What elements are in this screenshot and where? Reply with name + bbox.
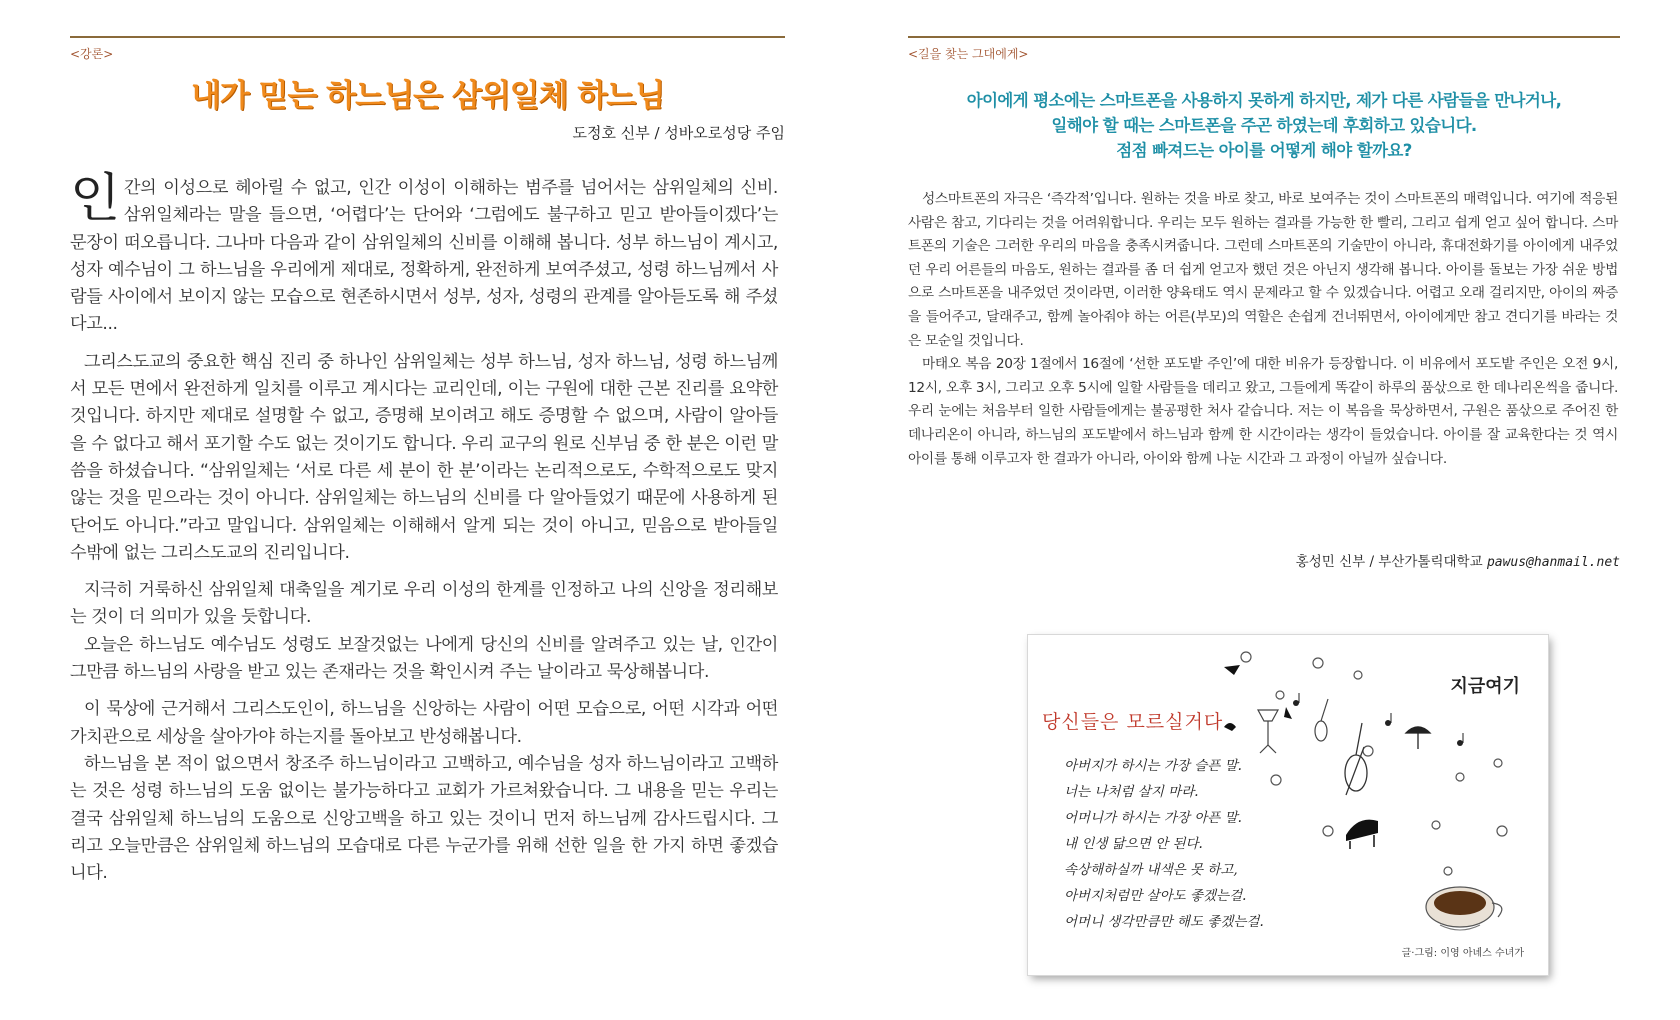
decoration-icon [1284,707,1292,719]
top-rule [70,36,785,38]
coffee-cup-icon [1426,887,1502,930]
dropcap: 인 [70,169,120,229]
piano-icon [1346,820,1378,849]
flower-icon [1354,671,1362,679]
brand-logo: 지금여기 [1450,676,1520,697]
question-line: 점점 빠져드는 아이를 어떻게 해야 할까요? [1116,141,1412,160]
decoration-icon [1224,665,1240,675]
music-stand-icon [1258,710,1278,753]
left-page [70,0,785,1020]
top-rule [908,36,1620,38]
poem-text [1064,753,1264,935]
flower-icon [1456,773,1464,781]
flower-icon [1432,821,1440,829]
poem-line: 아버지가 하시는 가장 슬픈 말. [1064,758,1242,774]
article-body [70,169,778,887]
flower-icon [1271,775,1281,785]
music-note-icon [1293,693,1463,746]
poem-line: 아버지처럼만 살아도 좋겠는걸. [1064,888,1247,904]
section-tag: <강론> [70,47,114,61]
body-paragraph: 오늘은 하느님도 예수님도 성령도 보잘것없는 나에게 당신의 신비를 알려주고 있는 날, 인간이 그만큼 하느님의 사랑을 받고 있는 존재라는 것을 확인시켜 주는 날이라고 묵상해봅니다. [70,634,778,683]
flower-icon [1276,691,1284,699]
flower-icon [1497,826,1507,836]
body-paragraph: 지극히 거룩하신 삼위일체 대축일을 계기로 우리 이성의 한계를 인정하고 나의 신앙을 정리해보는 것이 더 의미가 있을 듯합니다. [70,580,778,628]
flower-icon [1241,652,1251,662]
violin-icon [1315,699,1328,741]
body-paragraph: 하느님을 본 적이 없으면서 창조주 하느님이라고 고백하고, 예수님을 성자 하느님이라고 고백하는 것은 성령 하느님의 도움 없이는 불가능하다고 교회가 가르쳐왔습니다. 그 내용을 믿는 우리는 결국 삼위일체 하느님의 도움으로 신앙고백을 하고 있는 것이니 먼저 하느님께 감사드립시다. 그리고 오늘만큼은 삼위일체 하느님의 모습대로 다른 누군가를 위해 선한 일을 한 가지 하면 좋겠습니다. [70,753,778,884]
body-paragraph: 인간의 이성으로 헤아릴 수 없고, 인간 이성이 이해하는 범주를 넘어서는 삼위일체의 신비. 삼위일체라는 말을 들으면, ‘어렵다’는 단어와 ‘그럼에도 불구하고 믿고 받아들이겠다’는 문장이 떠오릅니다. 그나마 다음과 같이 삼위일체의 신비를 이해해 봅니다. 성부 하느님이 계시고, 성자 예수님이 그 하느님을 우리에게 제대로, 정확하게, 완전하게 보여주셨고, 성령 하느님께서 사람들 사이에서 보이지 않는 모습으로 현존하시면서 성부, 성자, 성령의 관계를 알아듣도록 해 주셨다고... [70,169,778,335]
answer-body [908,188,1618,471]
cello-icon [1345,723,1367,795]
byline-email: pawus@hanmail.net [1486,555,1620,570]
body-paragraph: 마태오 복음 20장 1절에서 16절에 ‘선한 포도밭 주인’에 대한 비유가 등장합니다. 이 비유에서 포도밭 주인은 오전 9시, 12시, 오후 3시, 그리고 오후 5시에 일할 사람들을 데리고 왔고, 그들에게 똑같이 하루의 품삯으로 한 데나리온씩을 줍니다. 우리 눈에는 처음부터 일한 사람들에게는 불공평한 처사 같습니다. 저는 이 복음을 묵상하면서, 구원은 품삯으로 주어진 한 데나리온이 아니라, 하느님의 포도밭에서 하느님과 함께 한 시간이라는 생각이 들었습니다. 아이를 잘 교육한다는 것 역시 아이를 통해 이루고자 한 결과가 아니라, 아이와 함께 나눈 시간과 그 과정이 아닐까 싶습니다. [908,356,1618,467]
poem-line: 너는 나처럼 살지 마라. [1064,784,1199,800]
umbrella-icon [1406,727,1430,749]
question-heading [908,88,1620,163]
poem-line: 내 인생 닮으면 안 된다. [1064,836,1203,852]
answer-byline [1296,550,1620,570]
article-title: 내가 믿는 하느님은 삼위일체 하느님 [190,78,665,114]
question-line: 일해야 할 때는 스마트폰을 주곤 하였는데 후회하고 있습니다. [1051,116,1477,135]
flower-icon [1444,867,1452,875]
poem-line: 어머니가 하시는 가장 아픈 말. [1064,810,1242,826]
section-tag: <길을 찾는 그대에게> [908,47,1029,61]
body-paragraph: 성스마트폰의 자극은 ‘즉각적’입니다. 원하는 것을 바로 찾고, 바로 보여주는 것이 스마트폰의 매력입니다. 여기에 적응된 사람은 참고, 기다리는 것을 어려워합니다. 우리는 모두 원하는 결과를 가능한 한 빨리, 그리고 쉽게 얻고 싶어 합니다. 스마트폰의 기술은 그러한 우리의 마음을 충족시켜줍니다. 그런데 스마트폰의 기술만이 아니라, 휴대전화기를 아이에게 내주었던 우리 어른들의 마음도, 원하는 결과를 좀 더 쉽게 얻고자 했던 것은 아닌지 생각해 봅니다. 아이를 돌보는 가장 쉬운 방법으로 스마트폰을 내주었던 것이라면, 이러한 양육태도 역시 문제라고 할 수 있겠습니다. 어렵고 오래 걸리지만, 아이의 짜증을 들어주고, 달래주고, 함께 놀아줘야 하는 어른(부모)의 역할은 손쉽게 건너뛰면서, 아이에게만 참고 견디기를 바라는 것은 모순일 것입니다. [908,191,1618,349]
flower-icon [1313,658,1323,668]
illustration-card [1028,635,1548,975]
body-paragraph: 그리스도교의 중요한 핵심 진리 중 하나인 삼위일체는 성부 하느님, 성자 하느님, 성령 하느님께서 모든 면에서 완전하게 일치를 이루고 계시다는 교리인데, 이는 구원에 대한 근본 진리를 요약한 것입니다. 하지만 제대로 설명할 수 없고, 증명해 보이려고 해도 증명할 수 없으며, 사람이 알아들을 수 없다고 해서 포기할 수도 없는 것이기도 합니다. 우리 교구의 원로 신부님 중 한 분은 이런 말씀을 하셨습니다. “삼위일체는 ‘서로 다른 세 분이 한 분’이라는 논리적으로도, 수학적으로도 맞지 않는 것을 믿으라는 것이 아니다. 삼위일체는 하느님의 신비를 다 알아들었기 때문에 사용하게 된 단어도 아니다.”라고 말입니다. 삼위일체는 이해해서 알게 되는 것이 아니고, 믿음으로 받아들일 수밖에 없는 그리스도교의 진리입니다. [70,351,778,563]
right-page [908,0,1620,1020]
body-paragraph: 이 묵상에 근거해서 그리스도인이, 하느님을 신앙하는 사람이 어떤 모습으로, 어떤 시각과 어떤 가치관으로 세상을 살아가야 하는지를 돌아보고 반성해봅니다. [70,699,778,747]
article-byline: 도정호 신부 / 성바오로성당 주임 [572,124,785,142]
flower-icon [1323,826,1333,836]
poem-line: 속상해하실까 내색은 못 하고, [1064,862,1238,878]
question-line: 아이에게 평소에는 스마트폰을 사용하지 못하게 하지만, 제가 다른 사람들을 만나거나, [966,91,1562,110]
byline-text: 홍성민 신부 / 부산가톨릭대학교 [1295,554,1483,570]
poem-line: 어머니 생각만큼만 해도 좋겠는걸. [1064,914,1264,930]
poem-title: 당신들은 모르실거다 [1042,711,1224,733]
flower-icon [1494,759,1502,767]
bird-icon [1224,723,1236,731]
illustration-credit: 글·그림: 이영 아녜스 수녀가 [1401,948,1524,959]
